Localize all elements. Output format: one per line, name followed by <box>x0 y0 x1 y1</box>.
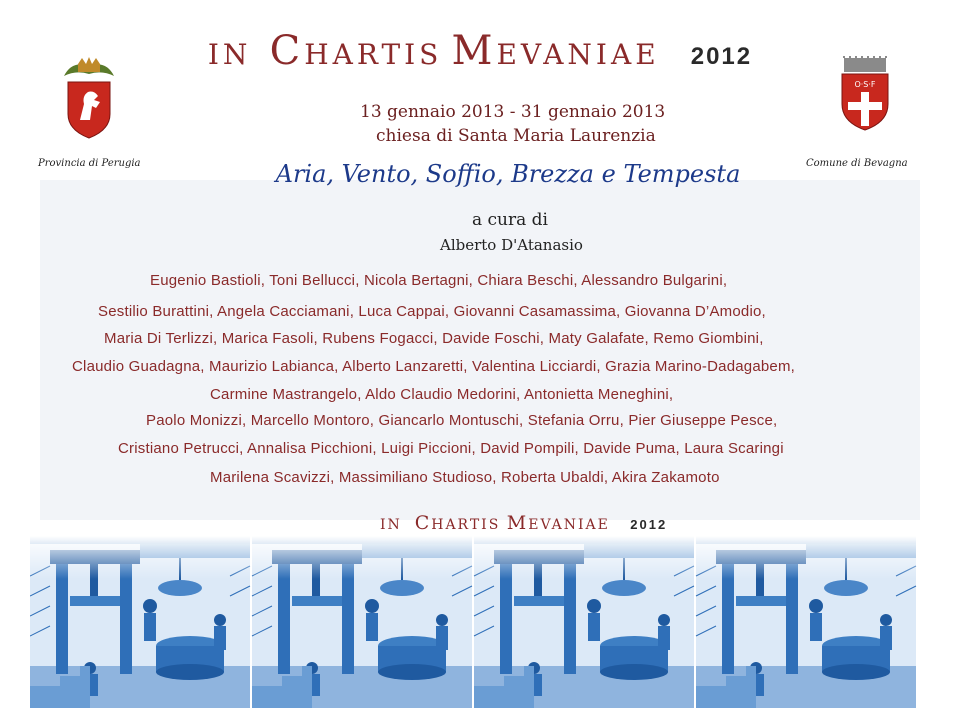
footer-initial-m: M <box>506 512 529 534</box>
artist-line-3: Maria Di Terlizzi, Marica Fasoli, Rubens Fogacci, Davide Foschi, Maty Galafate, Remo Giombini, <box>104 330 764 347</box>
footer-initial-c: C <box>414 512 432 534</box>
artist-line-2: Sestilio Burattini, Angela Cacciamani, Luca Cappai, Giovanni Casamassima, Giovanna D’Amodio, <box>98 303 766 320</box>
artist-line-1: Eugenio Bastioli, Toni Bellucci, Nicola Bertagni, Chiara Beschi, Alessandro Bulgarini, <box>150 272 728 289</box>
footer-word-chartis: HARTIS <box>431 517 501 533</box>
title-word-mevaniae: EVANIAE <box>496 38 660 71</box>
artist-line-6: Paolo Monizzi, Marcello Montoro, Giancarlo Montuschi, Stefania Orru, Pier Giuseppe Pesce, <box>146 412 778 429</box>
provincia-label: Provincia di Perugia <box>38 158 141 169</box>
title-initial-c: C <box>269 28 305 74</box>
provincia-perugia-logo <box>58 56 120 140</box>
artist-line-8: Marilena Scavizzi, Massimiliano Studioso, Roberta Ubaldi, Akira Zakamoto <box>210 469 720 486</box>
footer-year: 2012 <box>630 517 668 532</box>
title-word-chartis: HARTIS <box>304 38 443 71</box>
exhibition-title <box>0 28 960 74</box>
artist-line-7: Cristiano Petrucci, Annalisa Picchioni, Luigi Piccioni, David Pompili, Davide Puma, Laura Scaringi <box>118 440 784 457</box>
comune-label: Comune di Bevagna <box>806 158 908 169</box>
event-venue: chiesa di Santa Maria Laurenzia <box>376 126 656 146</box>
footer-word-in: IN <box>380 517 402 533</box>
papermaking-illustration <box>30 536 920 708</box>
comune-bevagna-logo <box>834 56 896 132</box>
curated-by-label: a cura di <box>472 210 548 230</box>
title-year: 2012 <box>690 43 753 70</box>
exhibition-theme: Aria, Vento, Soffio, Brezza e Tempesta <box>275 160 741 188</box>
title-initial-m: M <box>451 28 497 74</box>
artist-line-4: Claudio Guadagna, Maurizio Labianca, Alberto Lanzaretti, Valentina Licciardi, Grazia Marino-Dadagabem, <box>72 358 796 375</box>
shield-initials: O·S·F <box>854 80 876 89</box>
event-dates: 13 gennaio 2013 - 31 gennaio 2013 <box>360 102 666 122</box>
footer-title <box>380 512 667 534</box>
curator-name: Alberto D'Atanasio <box>440 236 583 254</box>
title-word-in: IN <box>207 38 252 71</box>
footer-word-mevaniae: EVANIAE <box>528 517 610 533</box>
artist-line-5: Carmine Mastrangelo, Aldo Claudio Medorini, Antonietta Meneghini, <box>210 386 674 403</box>
